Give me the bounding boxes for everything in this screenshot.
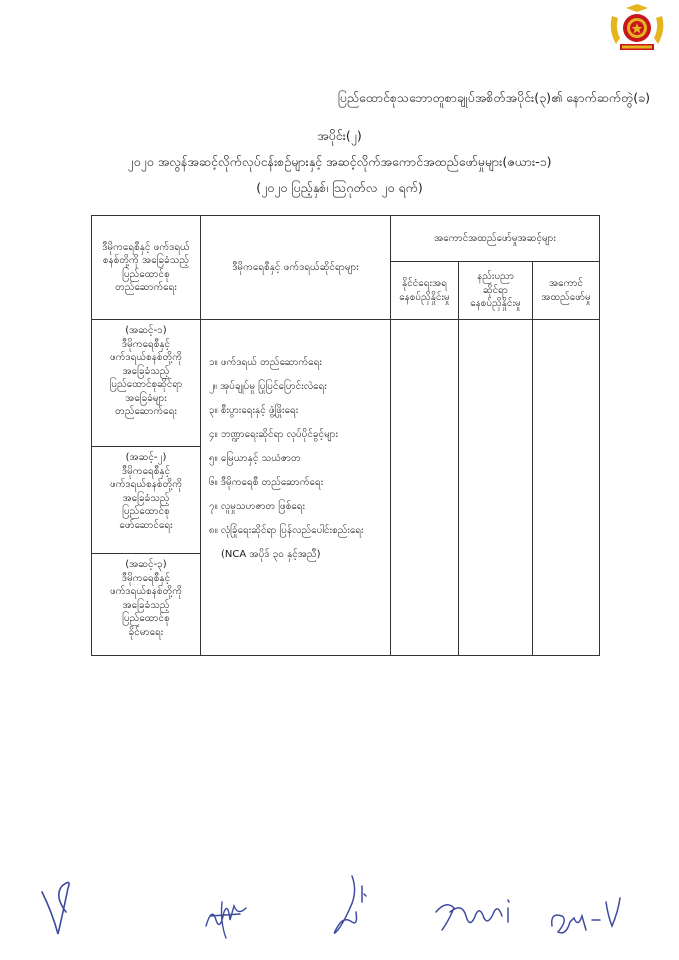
steps-column [92, 320, 201, 656]
list-item: ၂။ အုပ်ချုပ်မှု ပြုပြင်ပြောင်းလဲရေး [209, 381, 327, 392]
technical-negotiation-cell [459, 320, 533, 656]
sectors-list [201, 320, 391, 656]
signature-5 [548, 872, 624, 942]
part-heading: အပိုင်း(၂) [317, 128, 362, 143]
list-item: ၈။ လုံခြုံရေးဆိုင်ရာ ပြန်လည်ပေါင်းစည်းရေး [209, 525, 364, 536]
list-item: ၄။ ဘဏ္ဍာရေးဆိုင်ရာ လုပ်ပိုင်ခွင့်များ [209, 429, 339, 440]
column-header-implementation: အကောင် အထည်ဖော်မှု [533, 262, 600, 320]
column-header-union-building: ဒီမိုကရေစီနှင့် ဖက်ဒရယ် စနစ်တို့ကို အခြေခံသည့် ပြည်ထောင်စု တည်ဆောက်ရေး [92, 216, 201, 320]
state-seal-icon [606, 4, 668, 54]
document-date: (၂၀၂၀ ပြည့်နှစ်၊ ဩဂုတ်လ ၂၀ ရက်) [256, 180, 423, 195]
column-header-implementation-stages: အကောင်အထည်ဖော်မှုအဆင့်များ [391, 216, 600, 262]
list-item: ၇။ လူမှုသဟဇာတ ဖြစ်ရေး [209, 501, 306, 512]
list-item: ၅။ မြေယာနှင့် သယံဇာတ [209, 453, 301, 464]
document-title: ၂၀၂၀ အလွန်အဆင့်လိုက်လုပ်ငန်းစဉ်များနှင့် အဆင့်လိုက်အကောင်အထည်ဖော်မှုများ(ဇယား-၁) [127, 154, 552, 169]
signature-3 [328, 872, 374, 942]
step-2: (အဆင့်-၂) ဒီမိုကရေစီနှင့် ဖက်ဒရယ်စနစ်တို့ကို အခြေခံသည့် ပြည်ထောင်စု ဖော်ဆောင်ရေး [92, 447, 200, 554]
signature-2 [200, 872, 252, 942]
political-negotiation-cell [391, 320, 459, 656]
annex-reference: ပြည်ထောင်စုသဘောတူစာချုပ်အစိတ်အပိုင်း(၃)၏ နောက်ဆက်တွဲ(ခ) [337, 90, 650, 105]
step-1: (အဆင့်-၁) ဒီမိုကရေစီနှင့် ဖက်ဒရယ်စနစ်တို့ကို အခြေခံသည့် ပြည်ထောင်စုဆိုင်ရာ အခြေခံများ တည်ဆောက်ရေး [92, 320, 200, 447]
signature-1 [38, 872, 90, 942]
list-item: ၆။ ဒီမိုကရေစီ တည်ဆောက်ရေး [209, 477, 324, 488]
step-3: (အဆင့်-၃) ဒီမိုကရေစီနှင့် ဖက်ဒရယ်စနစ်တို့ကို အခြေခံသည့် ပြည်ထောင်စု ခိုင်မာရေး [109, 559, 183, 638]
implementation-cell [533, 320, 600, 656]
signature-4 [432, 872, 518, 942]
column-header-political-negotiation: နိုင်ငံရေးအရ နေစပ်ညှိနှိုင်းမှု [391, 262, 459, 320]
implementation-table [91, 215, 600, 656]
nca-note: (NCA အပိုဒ် ၃၀ နှင့်အညီ) [221, 549, 321, 560]
list-item: ၁။ ဖက်ဒရယ် တည်ဆောက်ရေး [209, 357, 322, 368]
column-header-democracy-federal: ဒီမိုကရေစီနှင့် ဖက်ဒရယ်ဆိုင်ရာများ [201, 216, 391, 320]
list-item: ၃။ စီးပွားရေးနှင့် ဖွံ့ဖြိုးရေး [209, 405, 299, 416]
column-header-technical-negotiation: နည်းပညာ ဆိုင်ရာ နေစပ်ညှိနှိုင်းမှု [459, 262, 533, 320]
